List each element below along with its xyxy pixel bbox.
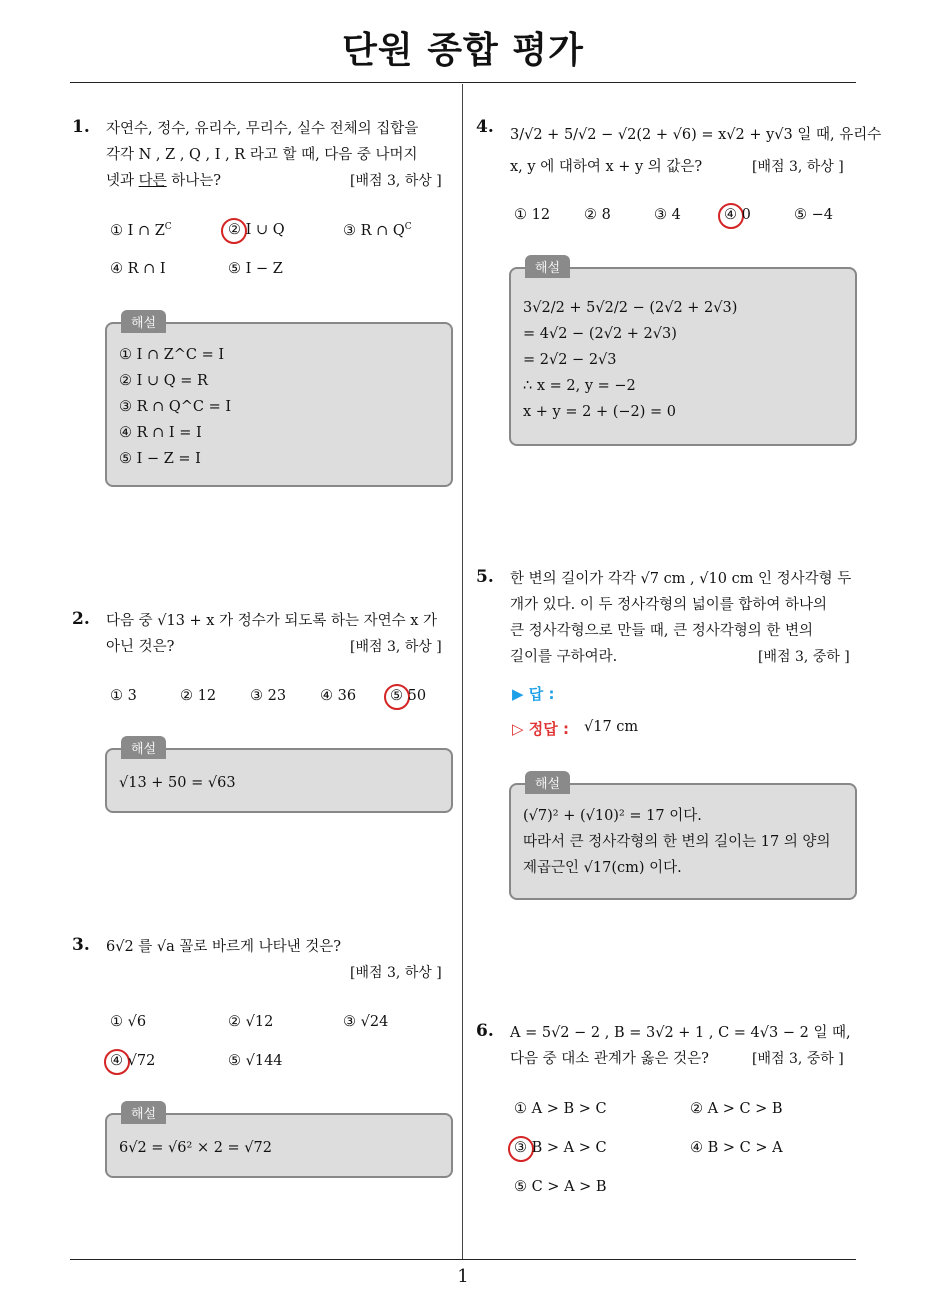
solution-label: 해설 [525, 255, 570, 278]
solution-label: 해설 [121, 310, 166, 333]
q1-solution-text: ① I ∩ Z^C = I ② I ∪ Q = R ③ R ∩ Q^C = I ④ R ∩ I = I ⑤ I − Z = I [119, 347, 232, 467]
q4-option-4[interactable]: ④ 0 [724, 207, 751, 223]
q4-option-3[interactable]: ③ 4 [654, 207, 681, 223]
question-1-line1: 자연수, 정수, 유리수, 무리수, 실수 전체의 집합을 [106, 121, 419, 137]
q1-option-2[interactable]: ② I ∪ Q [228, 222, 285, 238]
q6-option-2[interactable]: ② A > C > B [690, 1101, 783, 1117]
q4-solution-box [509, 261, 857, 446]
question-3-number: 3. [72, 935, 90, 955]
q3-option-5[interactable]: ⑤ √144 [228, 1053, 283, 1069]
q1-solution-box [105, 316, 453, 487]
question-4-number: 4. [476, 117, 494, 137]
solution-label: 해설 [121, 1101, 166, 1124]
question-1-line3: 넷과 다른 하나는? [106, 173, 222, 189]
question-6-line1: A = 5√2 − 2 , B = 3√2 + 1 , C = 4√3 − 2 일 때, [510, 1025, 851, 1041]
q1-option-1[interactable]: ① I ∩ $Z^C$ [110, 222, 172, 239]
question-1-line2: 각각 N , Z , Q , I , R 라고 할 때, 다음 중 나머지 [106, 147, 418, 163]
question-2-line1: 다음 중 √13 + x 가 정수가 되도록 하는 자연수 x 가 [106, 613, 438, 629]
question-5-meta: [배점 3, 중하 ] [758, 649, 850, 665]
q4-option-2[interactable]: ② 8 [584, 207, 611, 223]
question-4-meta: [배점 3, 하상 ] [752, 159, 844, 175]
question-5-line1: 한 변의 길이가 각각 √7 cm , √10 cm 인 정사각형 두 [510, 571, 852, 587]
q3-option-1[interactable]: ① √6 [110, 1014, 147, 1030]
footer-divider [70, 1259, 856, 1260]
solution-label: 해설 [525, 771, 570, 794]
q2-option-4[interactable]: ④ 36 [320, 688, 357, 704]
q3-solution-text: 6√2 = √6² × 2 = √72 [119, 1140, 272, 1156]
q3-solution-box [105, 1107, 453, 1178]
q3-option-4[interactable]: ④ √72 [110, 1053, 156, 1069]
q2-option-3[interactable]: ③ 23 [250, 688, 287, 704]
page-title: 단원 종합 평가 [342, 30, 584, 71]
q1-option-5[interactable]: ⑤ I − Z [228, 261, 283, 277]
question-5-line2: 개가 있다. 이 두 정사각형의 넓이를 합하여 하나의 [510, 597, 828, 613]
q1-option-3[interactable]: ③ R ∩ $Q^C$ [343, 222, 412, 239]
q4-option-1[interactable]: ① 12 [514, 207, 551, 223]
q2-solution-text: √13 + 50 = √63 [119, 775, 236, 791]
question-5-number: 5. [476, 567, 494, 587]
page-number: 1 [457, 1266, 469, 1287]
q6-option-5[interactable]: ⑤ C > A > B [514, 1179, 607, 1195]
question-2-number: 2. [72, 609, 90, 629]
question-6-number: 6. [476, 1021, 494, 1041]
q5-solution-box [509, 777, 857, 900]
q1-option-4[interactable]: ④ R ∩ I [110, 261, 166, 277]
q3-option-2[interactable]: ② √12 [228, 1014, 274, 1030]
question-1-meta: [배점 3, 하상 ] [350, 173, 442, 189]
column-divider [462, 84, 463, 1260]
question-1-number: 1. [72, 117, 90, 137]
q3-option-3[interactable]: ③ √24 [343, 1014, 389, 1030]
question-5-line4: 길이를 구하여라. [510, 649, 618, 665]
header-divider [70, 82, 856, 83]
correct-answer-value: √17 cm [584, 719, 639, 735]
q6-option-3[interactable]: ③ B > A > C [514, 1140, 607, 1156]
correct-answer-label: ▷ 정답 : [512, 720, 569, 738]
question-6-line2: 다음 중 대소 관계가 옳은 것은? [510, 1051, 709, 1067]
underlined-word: 다른 [138, 173, 167, 189]
question-3-meta: [배점 3, 하상 ] [350, 965, 442, 981]
question-6-meta: [배점 3, 중하 ] [752, 1051, 844, 1067]
q6-option-4[interactable]: ④ B > C > A [690, 1140, 783, 1156]
question-2-meta: [배점 3, 하상 ] [350, 639, 442, 655]
q2-option-1[interactable]: ① 3 [110, 688, 137, 704]
q5-solution-text: (√7)² + (√10)² = 17 이다. 따라서 큰 정사각형의 한 변의 길이는 17 의 양의 제곱근인 √17(cm) 이다. [523, 808, 831, 876]
question-3-line1: 6√2 를 √a 꼴로 바르게 나타낸 것은? [106, 939, 342, 955]
q4-option-5[interactable]: ⑤ −4 [794, 207, 833, 223]
q2-option-2[interactable]: ② 12 [180, 688, 217, 704]
answer-prompt: ▶ 답 : [512, 685, 555, 703]
q2-option-5[interactable]: ⑤ 50 [390, 688, 427, 704]
question-4-line1: 3/√2 + 5/√2 − √2(2 + √6) = x√2 + y√3 일 때, 유리수 [510, 127, 882, 143]
q2-solution-box [105, 742, 453, 813]
question-4-line2: x, y 에 대하여 x + y 의 값은? [510, 159, 703, 175]
q6-option-1[interactable]: ① A > B > C [514, 1101, 607, 1117]
q4-solution-text: 3√2/2 + 5√2/2 − (2√2 + 2√3) = 4√2 − (2√2 + 2√3) = 2√2 − 2√3 ∴ x = 2, y = −2 x + y = 2 + (−2) = 0 [523, 300, 738, 420]
question-5-line3: 큰 정사각형으로 만들 때, 큰 정사각형의 한 변의 [510, 623, 814, 639]
question-2-line2: 아닌 것은? [106, 639, 175, 655]
solution-label: 해설 [121, 736, 166, 759]
